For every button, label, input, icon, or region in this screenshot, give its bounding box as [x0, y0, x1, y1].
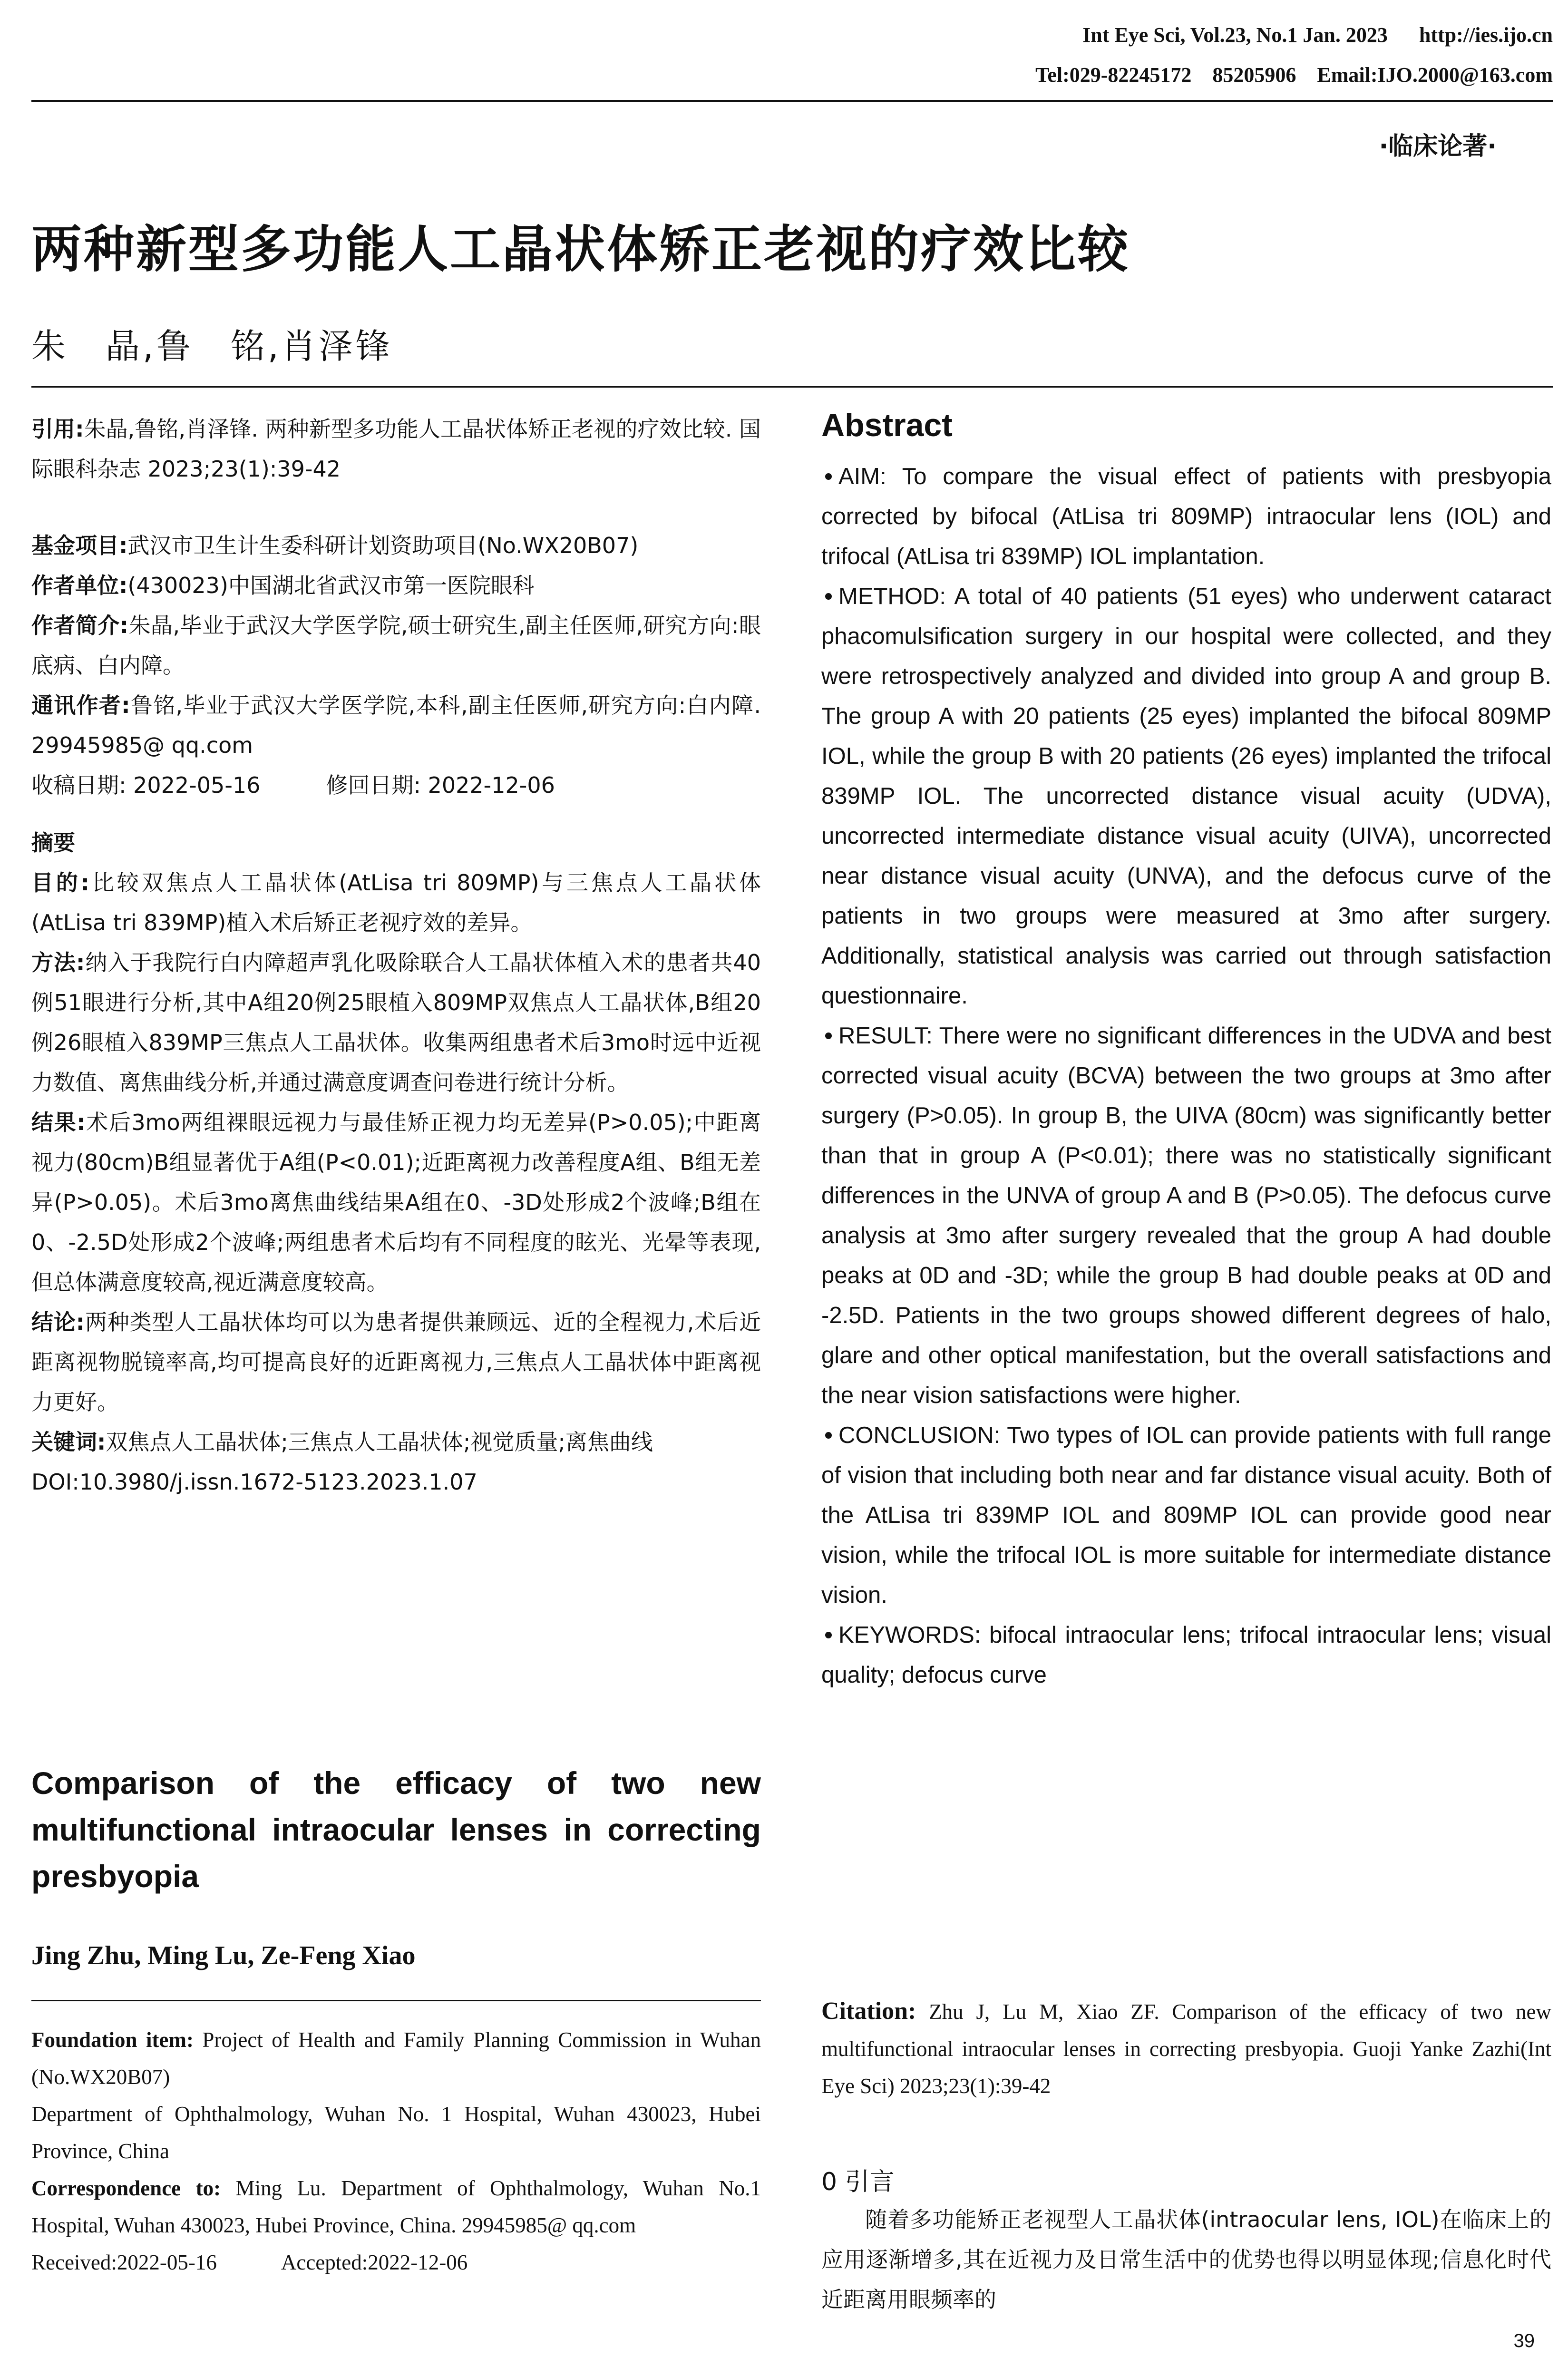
page-number: 39 — [1513, 2330, 1535, 2351]
cn-method-label: 方法: — [31, 950, 85, 975]
en-aim-label: AIM: — [838, 464, 886, 489]
dates: 收稿日期: 2022-05-16 修回日期: 2022-12-06 — [31, 772, 555, 798]
en-citation-text: Zhu J, Lu M, Xiao ZF. Comparison of the efficacy of two new multifunctional intraocular lenses in correcting presbyopia. Guoji Yanke Zazhi(Int Eye Sci) 2023;23(1):39-42 — [821, 2000, 1551, 2098]
cn-result-label: 结果: — [31, 1110, 86, 1135]
en-funding-label: Foundation item: — [31, 2028, 194, 2052]
header-rule — [31, 100, 1553, 102]
authors: 朱 晶,鲁 铭,肖泽锋 — [31, 326, 393, 366]
unit — [31, 565, 761, 605]
en-conclusion-label: CONCLUSION: — [838, 1422, 1001, 1448]
en-title: Comparison of the efficacy of two new multifunctional intraocular lenses in correcting presbyopia — [31, 1765, 761, 1894]
corr-label: 通讯作者: — [31, 692, 130, 718]
bullet-icon — [825, 1033, 832, 1039]
en-funding-text: Project of Health and Family Planning Commission in Wuhan (No.WX20B07) — [31, 2028, 761, 2089]
bullet-icon — [825, 1632, 832, 1638]
corr-text: 鲁铭,毕业于武汉大学医学院,本科,副主任医师,研究方向:白内障. 29945985@ qq.com — [31, 692, 761, 758]
intro-text: 随着多功能矫正老视型人工晶状体(intraocular lens, IOL)在临床上的应用逐渐增多,其在近视力及日常生活中的优势也得以明显体现;信息化时代近距离用眼频率的 — [821, 2207, 1551, 2312]
en-conclusion-text: Two types of IOL can provide patients with full range of vision that including both near and far distance visual acuity. Both of the AtLisa tri 839MP IOL and 809MP IOL can provide good near vision, while the trifocal IOL is more suitable for intermediate distance vision. — [821, 1422, 1551, 1608]
doi: DOI:10.3980/j.issn.1672-5123.2023.1.07 — [31, 1469, 477, 1495]
cn-conclusion-text: 两种类型人工晶状体均可以为患者提供兼顾远、近的全程视力,术后近距离视物脱镜率高,均可提高良好的近距离视力,三焦点人工晶状体中距离视力更好。 — [31, 1309, 761, 1415]
bullet-icon — [825, 593, 832, 600]
en-keywords-text: bifocal intraocular lens; trifocal intraocular lens; visual quality; defocus curve — [821, 1622, 1551, 1688]
page-title: 两种新型多功能人工晶状体矫正老视的疗效比较 — [31, 220, 1130, 279]
bullet-icon — [825, 1432, 832, 1439]
en-received: Received:2022-05-16 Accepted:2022-12-06 — [31, 2250, 468, 2274]
en-citation — [821, 1993, 1551, 2104]
en-authors-rule — [31, 2000, 761, 2001]
en-method — [821, 576, 1551, 1016]
cn-result-text: 术后3mo两组裸眼远视力与最佳矫正视力均无差异(P>0.05);中距离视力(80cm)B组显著优于A组(P<0.01);近距离视力改善程度A组、B组无差异(P>0.05)。术后3mo离焦曲线结果A组在0、-3D处形成2个波峰;B组在0、-2.5D处形成2个波峰;两组患者术后均有不同程度的眩光、光晕等表现,但总体满意度较高,视近满意度较高。 — [31, 1110, 761, 1295]
cn-method-text: 纳入于我院行白内障超声乳化吸除联合人工晶状体植入术的患者共40例51眼进行分析,其中A组20例25眼植入809MP双焦点人工晶状体,B组20例26眼植入839MP三焦点人工晶状体。收集两组患者术后3mo时远中近视力数值、离焦曲线分析,并通过满意度调查问卷进行统计分析。 — [31, 950, 761, 1095]
funding-text: 武汉市卫生计生委科研计划资助项目(No.WX20B07) — [127, 533, 639, 558]
bio — [31, 605, 761, 685]
en-method-label: METHOD: — [838, 584, 946, 609]
en-author-info — [31, 2021, 761, 2281]
title-rule — [31, 386, 1553, 388]
bio-label: 作者简介: — [31, 613, 129, 638]
en-corr-label: Correspondence to: — [31, 2176, 221, 2200]
en-keywords — [821, 1615, 1551, 1695]
funding — [31, 526, 761, 565]
cn-keywords-text: 双焦点人工晶状体;三焦点人工晶状体;视觉质量;离焦曲线 — [106, 1429, 653, 1455]
citation-text: 朱晶,鲁铭,肖泽锋. 两种新型多功能人工晶状体矫正老视的疗效比较. 国际眼科杂志 2023;23(1):39-42 — [31, 416, 761, 482]
journal-header-line1: Int Eye Sci, Vol.23, No.1 Jan. 2023 http://ies.ijo.cn — [1082, 23, 1553, 47]
bio-text: 朱晶,毕业于武汉大学医学院,硕士研究生,副主任医师,研究方向:眼底病、白内障。 — [31, 613, 761, 678]
section-label: ·临床论著· — [1379, 132, 1497, 161]
en-result-text: There were no significant differences in the UDVA and best corrected visual acuity (BCVA) between the two groups at 3mo after surgery (P>0.05). In group B, the UIVA (80cm) was significantly better than that in group A (P<0.01); there was no statistically significant differences in the UNVA of group A and B (P>0.05). The defocus curve analysis at 3mo after surgery revealed that the group A had double peaks at 0D and -3D; while the group B had double peaks at 0D and -2.5D. Patients in the two groups showed different degrees of halo, glare and other optical manifestation, but the overall satisfactions and the near vision satisfactions were higher. — [821, 1023, 1551, 1408]
en-keywords-label: KEYWORDS: — [838, 1622, 981, 1648]
funding-label: 基金项目: — [31, 533, 128, 558]
en-citation-label: Citation: — [821, 1997, 916, 2025]
cn-abstract-heading: 摘要 — [31, 830, 75, 856]
cn-result — [31, 1102, 761, 1302]
cn-abstract — [31, 823, 761, 1502]
en-abstract — [821, 457, 1551, 1695]
journal-header-line2: Tel:029-82245172 85205906 Email:IJO.2000@163.com — [1035, 63, 1553, 87]
en-department: Department of Ophthalmology, Wuhan No. 1 Hospital, Wuhan 430023, Hubei Province, China — [31, 2102, 761, 2163]
en-aim-text: To compare the visual effect of patients with presbyopia corrected by bifocal (AtLisa tri 809MP) intraocular lens (IOL) and trifocal (AtLisa tri 839MP) IOL implantation. — [821, 464, 1551, 569]
cn-aim — [31, 863, 761, 943]
unit-text: (430023)中国湖北省武汉市第一医院眼科 — [127, 573, 535, 598]
en-authors: Jing Zhu, Ming Lu, Ze-Feng Xiao — [31, 1941, 416, 1970]
cn-aim-label: 目的: — [31, 870, 90, 896]
cn-keywords-label: 关键词: — [31, 1429, 106, 1455]
abstract-heading: Abstract — [821, 407, 953, 443]
en-correspondence — [31, 2170, 761, 2244]
cn-keywords — [31, 1422, 761, 1462]
cn-method — [31, 943, 761, 1102]
en-corr-text: Ming Lu. Department of Ophthalmology, Wuhan No.1 Hospital, Wuhan 430023, Hubei Province, China. 29945985@ qq.com — [31, 2176, 761, 2237]
en-aim — [821, 457, 1551, 576]
en-result — [821, 1016, 1551, 1415]
cn-conclusion-label: 结论: — [31, 1309, 85, 1335]
correspondence — [31, 685, 761, 765]
citation-block — [31, 409, 761, 489]
author-info — [31, 526, 761, 805]
cn-conclusion — [31, 1302, 761, 1422]
en-method-text: A total of 40 patients (51 eyes) who underwent cataract phacomulsification surgery in our hospital were collected, and they were retrospectively analyzed and divided into group A and group B. The group A with 20 patients (25 eyes) implanted the bifocal 809MP IOL, while the group B with 20 patients (26 eyes) implanted the trifocal 839MP IOL. The uncorrected distance visual acuity (UDVA), uncorrected intermediate distance visual acuity (UIVA), uncorrected near distance visual acuity (UNVA), and the defocus curve of the patients in two groups were measured at 3mo after surgery. Additionally, statistical analysis was carried out through satisfaction questionnaire. — [821, 584, 1552, 1009]
unit-label: 作者单位: — [31, 573, 128, 598]
citation-label: 引用: — [31, 416, 84, 442]
intro-heading: 0 引言 — [821, 2168, 895, 2196]
en-result-label: RESULT: — [838, 1023, 933, 1049]
cn-aim-text: 比较双焦点人工晶状体(AtLisa tri 809MP)与三焦点人工晶状体(AtLisa tri 839MP)植入术后矫正老视疗效的差异。 — [31, 870, 761, 935]
en-funding — [31, 2021, 761, 2095]
en-conclusion — [821, 1415, 1551, 1615]
bullet-icon — [825, 473, 832, 480]
